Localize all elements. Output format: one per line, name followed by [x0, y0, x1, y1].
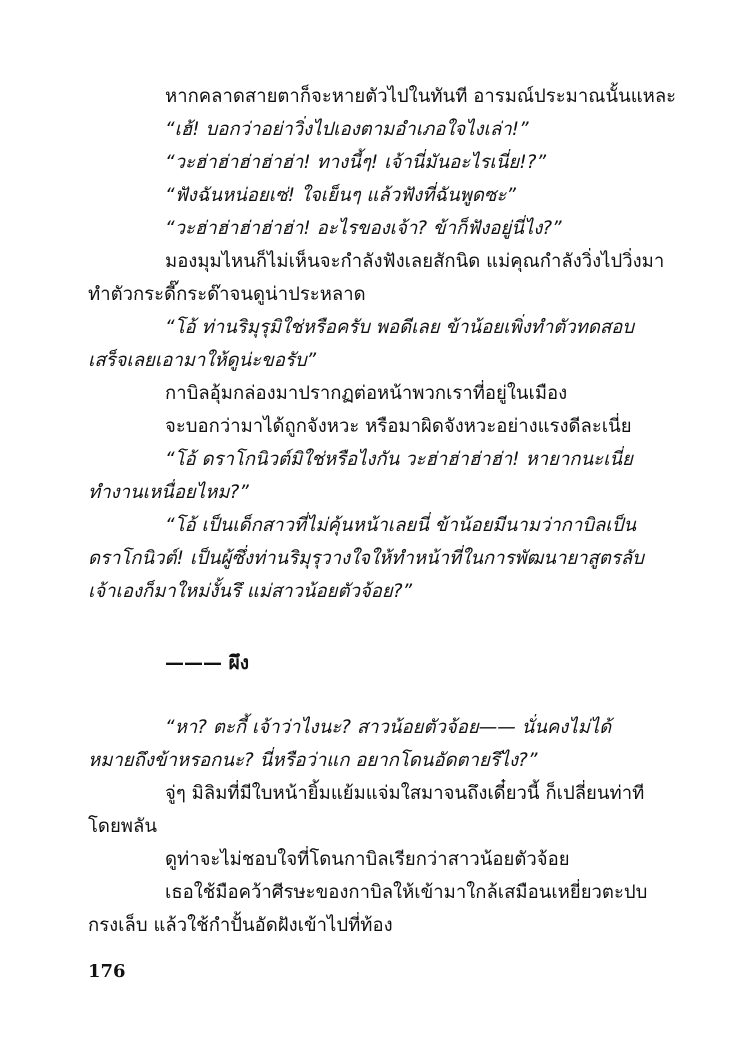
text-line: ดูท่าจะไม่ชอบใจที่โดนกาบิลเรียกว่าสาวน้อยตัวจ้อย	[165, 849, 570, 870]
dialogue-line: ทำงานเหนื่อยไหม?”	[88, 482, 249, 503]
page-number: 176	[88, 961, 126, 982]
text-line: ทำตัวกระดี๊กระด๊าจนดูน่าประหลาด	[88, 284, 366, 305]
dialogue-line: “โอ้ ท่านริมุรุมิใช่หรือครับ พอดีเลย ข้าน้อยเพิ่งทำตัวทดสอบ	[165, 317, 634, 338]
dialogue-line: หมายถึงข้าหรอกนะ? นี่หรือว่าแก อยากโดนอัดตายรึไง?”	[88, 750, 538, 771]
dialogue-line: “โอ้ ดราโกนิวต์มิใช่หรือไงกัน วะฮ่าฮ่าฮ่าฮ่า! หายากนะเนี่ย	[165, 449, 633, 470]
text-line: โดยพลัน	[88, 816, 157, 837]
text-line: มองมุมไหนก็ไม่เห็นจะกำลังฟังเลยสักนิด แม่คุณกำลังวิ่งไปวิ่งมา	[165, 251, 665, 272]
text-line: หากคลาดสายตาก็จะหายตัวไปในทันที อารมณ์ประมาณนั้นแหละ	[165, 86, 677, 107]
text-line: กรงเล็บ แล้วใช้กำปั้นอัดฝังเข้าไปที่ท้อง	[88, 915, 393, 936]
dialogue-line: “โอ้ เป็นเด็กสาวที่ไม่คุ้นหน้าเลยนี่ ข้าน้อยมีนามว่ากาบิลเป็น	[165, 515, 637, 536]
dialogue-line: เจ้าเองก็มาใหม่งั้นรึ แม่สาวน้อยตัวจ้อย?”	[88, 581, 413, 602]
dialogue-line: “วะฮ่าฮ่าฮ่าฮ่าฮ่า! ทางนี้ๆ! เจ้านี่มันอะไรเนี่ย!?”	[165, 152, 547, 173]
text-line: จู่ๆ มิลิมที่มีใบหน้ายิ้มแย้มแจ่มใสมาจนถึงเดี๋ยวนี้ ก็เปลี่ยนท่าที	[165, 783, 645, 804]
dialogue-line: เสร็จเลยเอามาให้ดูน่ะขอรับ”	[88, 350, 317, 371]
dialogue-line: “เฮ้! บอกว่าอย่าวิ่งไปเองตามอำเภอใจไงเล่า!”	[165, 119, 529, 140]
dialogue-line: “ฟังฉันหน่อยเซ่! ใจเย็นๆ แล้วฟังที่ฉันพูดซะ”	[165, 185, 516, 206]
text-line: เธอใช้มือคว้าศีรษะของกาบิลให้เข้ามาใกล้เสมือนเหยี่ยวตะปบ	[165, 882, 648, 903]
dialogue-line: ดราโกนิวต์! เป็นผู้ซึ่งท่านริมุรุวางใจให้ทำหน้าที่ในการพัฒนายาสูตรลับ	[88, 548, 644, 569]
dialogue-line: “วะฮ่าฮ่าฮ่าฮ่าฮ่า! อะไรของเจ้า? ข้าก็ฟังอยู่นี่ไง?”	[165, 218, 562, 239]
text-line: จะบอกว่ามาได้ถูกจังหวะ หรือมาผิดจังหวะอย่างแรงดีละเนี่ย	[165, 416, 632, 437]
scene-break: ——— ผึง	[165, 652, 250, 674]
text-line: กาบิลอุ้มกล่องมาปรากฏต่อหน้าพวกเราที่อยู่ในเมือง	[165, 383, 568, 404]
dialogue-line: “หา? ตะกี้ เจ้าว่าไงนะ? สาวน้อยตัวจ้อย—— นั่นคงไม่ได้	[165, 717, 612, 738]
